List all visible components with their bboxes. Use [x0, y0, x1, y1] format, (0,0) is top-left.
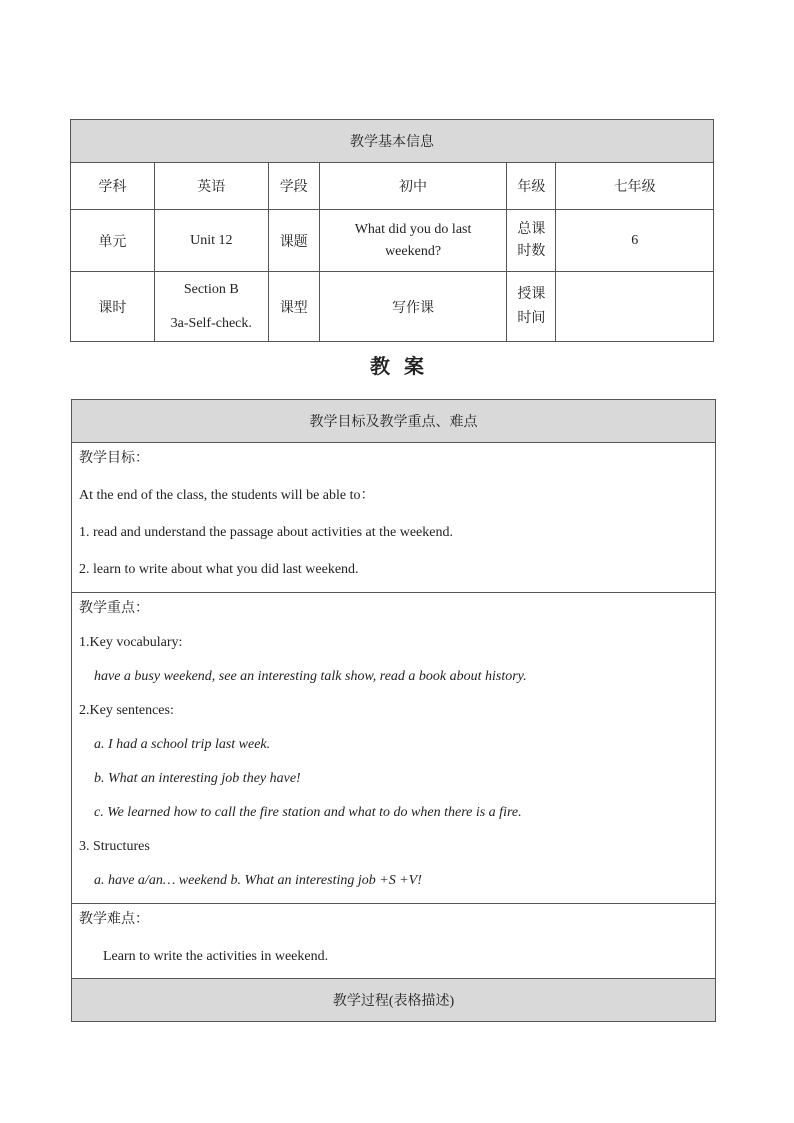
- grade-label: 年级: [507, 163, 556, 210]
- subject-value: 英语: [154, 163, 268, 210]
- key-points-section: [72, 593, 716, 904]
- objectives-intro: At the end of the class, the students will be able to：: [79, 488, 375, 503]
- period-value-line-2: 3a-Self-check.: [170, 316, 252, 331]
- stage-value: 初中: [319, 163, 507, 210]
- period-value-line-1: Section B: [183, 282, 239, 297]
- grade-value: 七年级: [556, 163, 714, 210]
- topic-value-line-1: What did you do last: [354, 222, 472, 237]
- table-row: [71, 272, 714, 342]
- objective-item: 2. learn to write about what you did last weekend.: [79, 562, 359, 577]
- lesson-type-value: 写作课: [319, 272, 507, 342]
- key-sentence: a. I had a school trip last week.: [94, 737, 271, 752]
- lesson-plan-title: 教案: [370, 356, 438, 378]
- key-vocabulary-text: have a busy weekend, see an interesting talk show, read a book about history.: [94, 669, 527, 684]
- objectives-section: [72, 443, 716, 593]
- key-points-label: 教学重点：: [79, 601, 149, 616]
- lesson-type-label: 课型: [268, 272, 319, 342]
- total-hours-value: 6: [556, 210, 714, 272]
- total-hours-label-line-2: 时数: [517, 244, 546, 259]
- key-sentences-label: 2.Key sentences:: [79, 703, 174, 718]
- basic-info-table: [70, 119, 714, 342]
- info-table-title: 教学基本信息: [71, 120, 714, 163]
- table-row: [71, 163, 714, 210]
- total-hours-label: [507, 210, 556, 272]
- teaching-time-label-line-1: 授课: [517, 287, 546, 302]
- period-label: 课时: [71, 272, 155, 342]
- key-sentence: c. We learned how to call the fire station and what to do when there is a fire.: [94, 805, 522, 820]
- unit-label: 单元: [71, 210, 155, 272]
- process-header: 教学过程(表格描述): [72, 979, 716, 1022]
- subject-label: 学科: [71, 163, 155, 210]
- teaching-time-value: [556, 272, 714, 342]
- lesson-plan-table: [71, 399, 716, 1022]
- key-vocabulary-label: 1.Key vocabulary:: [79, 635, 183, 650]
- key-sentence: b. What an interesting job they have!: [94, 771, 301, 786]
- teaching-time-label-line-2: 时间: [517, 311, 546, 326]
- objectives-label: 教学目标：: [79, 451, 149, 466]
- difficulties-label: 教学难点：: [79, 912, 149, 927]
- structures-text: a. have a/an… weekend b. What an interesting job +S +V!: [94, 873, 422, 888]
- difficulties-section: [72, 904, 716, 979]
- table-row: [71, 210, 714, 272]
- stage-label: 学段: [268, 163, 319, 210]
- objective-item: 1. read and understand the passage about activities at the weekend.: [79, 525, 453, 540]
- topic-label: 课题: [268, 210, 319, 272]
- unit-value: Unit 12: [154, 210, 268, 272]
- teaching-time-label: [507, 272, 556, 342]
- structures-label: 3. Structures: [79, 839, 150, 854]
- period-value: [154, 272, 268, 342]
- topic-value-line-2: weekend?: [385, 244, 442, 259]
- objectives-header: 教学目标及教学重点、难点: [72, 400, 716, 443]
- difficulties-text: Learn to write the activities in weekend.: [103, 949, 329, 964]
- topic-value: [319, 210, 507, 272]
- total-hours-label-line-1: 总课: [517, 222, 546, 237]
